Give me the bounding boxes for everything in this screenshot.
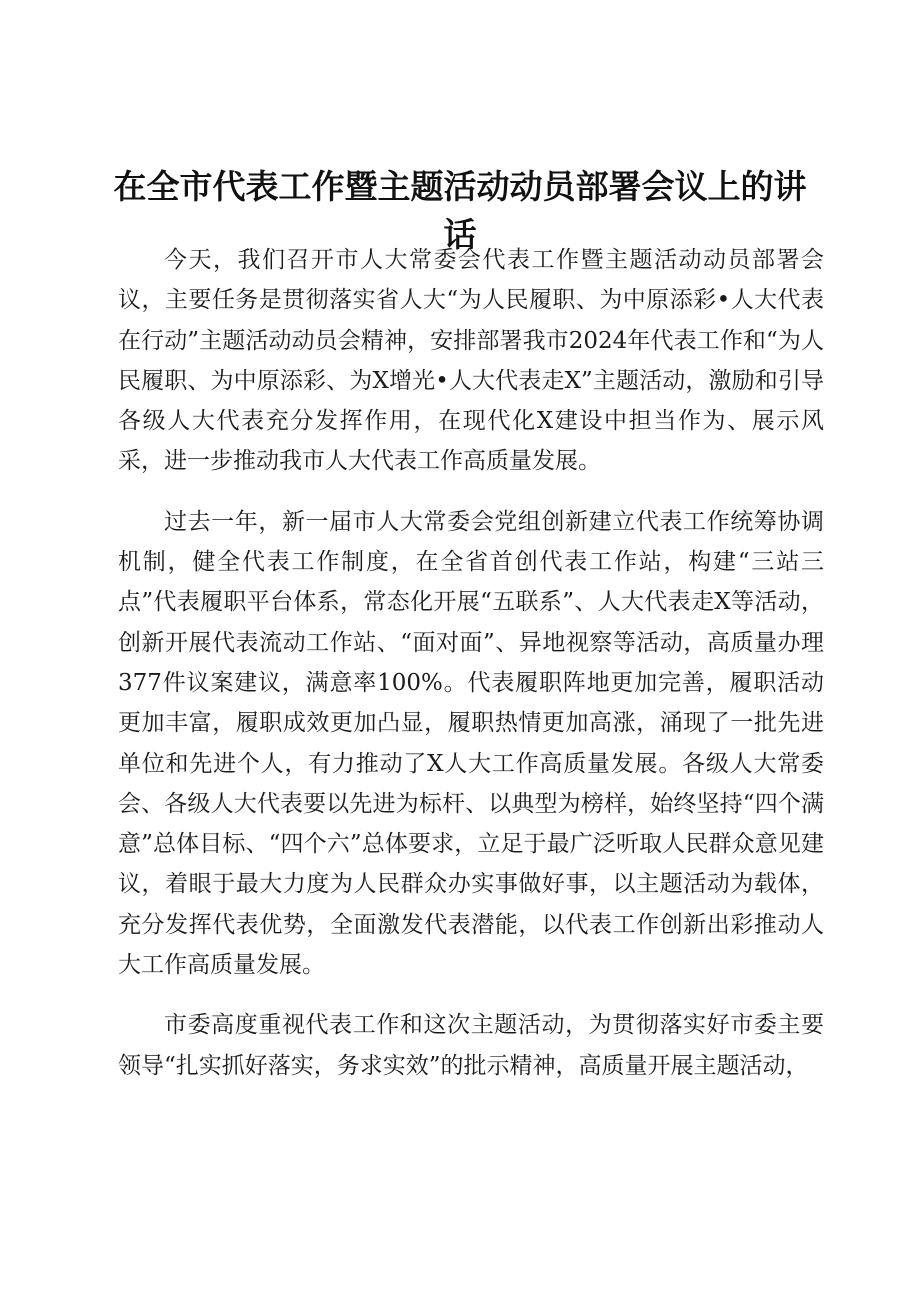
paragraph-1: 今天，我们召开市人大常委会代表工作暨主题活动动员部署会议，主要任务是贯彻落实省人大“为人民履职、为中原添彩•人大代表在行动”主题活动动员会精神，安排部署我市2024年代表工作和“为人民履职、为中原添彩、为X增光•人大代表走X”主题活动，激励和引导各级人大代表充分发挥作用，在现代化X建设中担当作为、展示风采，进一步推动我市人大代表工作高质量发展。 bbox=[118, 247, 824, 475]
paragraph-3: 市委高度重视代表工作和这次主题活动，为贯彻落实好市委主要领导“扎实抓好落实，务求实效”的批示精神，高质量开展主题活动， bbox=[118, 1012, 824, 1079]
document-body bbox=[118, 240, 824, 1106]
document-title: 在全市代表工作暨主题活动动员部署会议上的讲话 bbox=[113, 167, 807, 254]
paragraph-2: 过去一年，新一届市人大常委会党组创新建立代表工作统筹协调机制，健全代表工作制度，在全省首创代表工作站，构建“三站三点”代表履职平台体系，常态化开展“五联系”、人大代表走X等活动，创新开展代表流动工作站、“面对面”、异地视察等活动，高质量办理377件议案建议，满意率100%。代表履职阵地更加完善，履职活动更加丰富，履职成效更加凸显，履职热情更加高涨，涌现了一批先进单位和先进个人，有力推动了X人大工作高质量发展。各级人大常委会、各级人大代表要以先进为标杆、以典型为榜样，始终坚持“四个满意”总体目标、“四个六”总体要求，立足于最广泛听取人民群众意见建议，着眼于最大力度为人民群众办实事做好事，以主题活动为载体，充分发挥代表优势，全面激发代表潜能，以代表工作创新出彩推动人大工作高质量发展。 bbox=[118, 508, 824, 979]
